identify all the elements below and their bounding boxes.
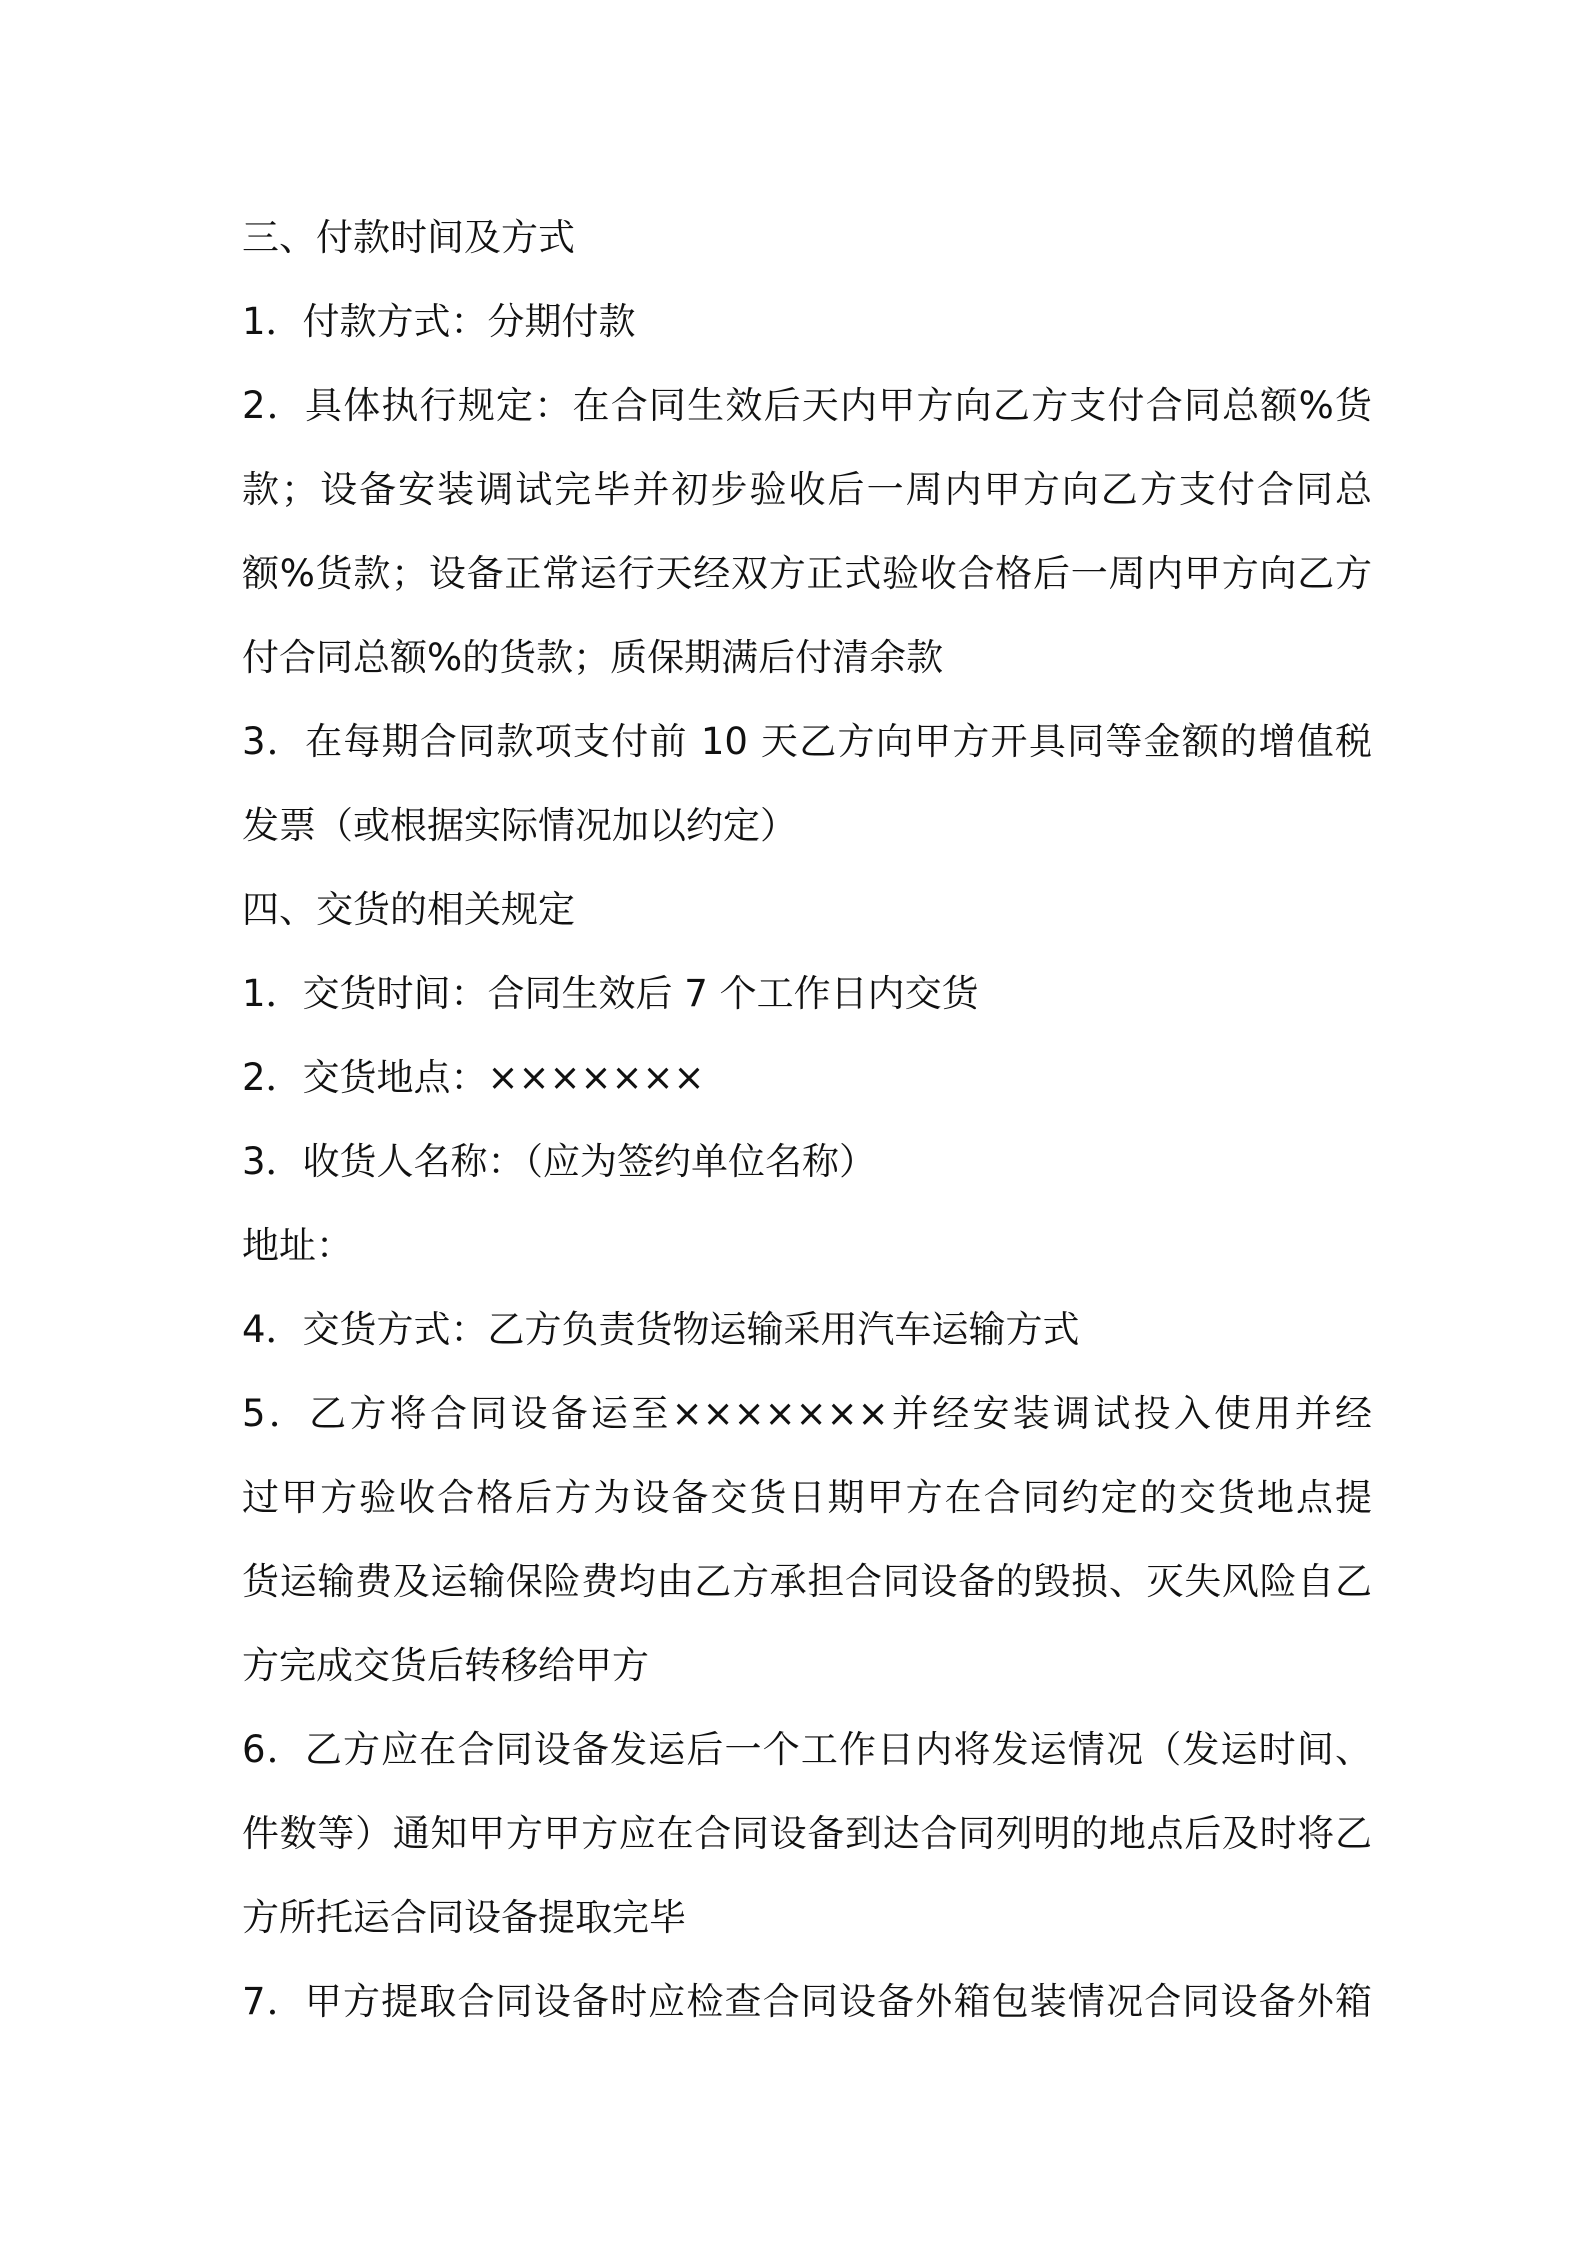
text-line: 过甲方验收合格后方为设备交货日期甲方在合同约定的交货地点提 — [242, 1476, 1372, 1519]
text-line: 6．乙方应在合同设备发运后一个工作日内将发运情况（发运时间、 — [242, 1728, 1372, 1771]
text-line: 3．在每期合同款项支付前 10 天乙方向甲方开具同等金额的增值税 — [242, 720, 1372, 763]
text-line: 货运输费及运输保险费均由乙方承担合同设备的毁损、灭失风险自乙 — [242, 1560, 1372, 1603]
text-line: 款；设备安装调试完毕并初步验收后一周内甲方向乙方支付合同总 — [242, 468, 1372, 511]
text-line: 地址： — [242, 1224, 353, 1267]
text-line: 1．付款方式：分期付款 — [242, 300, 636, 343]
text-line: 3．收货人名称：（应为签约单位名称） — [242, 1140, 877, 1183]
text-line: 4．交货方式：乙方负责货物运输采用汽车运输方式 — [242, 1308, 1080, 1351]
text-line: 2．交货地点：××××××× — [242, 1056, 705, 1099]
text-line: 四、交货的相关规定 — [242, 888, 575, 931]
text-line: 三、付款时间及方式 — [242, 216, 575, 259]
text-line: 5．乙方将合同设备运至×××××××并经安装调试投入使用并经 — [242, 1392, 1372, 1435]
text-line: 7．甲方提取合同设备时应检查合同设备外箱包装情况合同设备外箱 — [242, 1980, 1372, 2023]
text-line: 发票（或根据实际情况加以约定） — [242, 804, 797, 847]
text-line: 额%货款；设备正常运行天经双方正式验收合格后一周内甲方向乙方 — [242, 552, 1372, 595]
text-line: 方完成交货后转移给甲方 — [242, 1644, 649, 1687]
text-line: 方所托运合同设备提取完毕 — [242, 1896, 686, 1939]
text-line: 付合同总额%的货款；质保期满后付清余款 — [242, 636, 944, 679]
document-body — [242, 196, 1372, 2044]
text-line: 1．交货时间：合同生效后 7 个工作日内交货 — [242, 972, 979, 1015]
text-line: 件数等）通知甲方甲方应在合同设备到达合同列明的地点后及时将乙 — [242, 1812, 1372, 1855]
text-line: 2．具体执行规定：在合同生效后天内甲方向乙方支付合同总额%货 — [242, 384, 1372, 427]
